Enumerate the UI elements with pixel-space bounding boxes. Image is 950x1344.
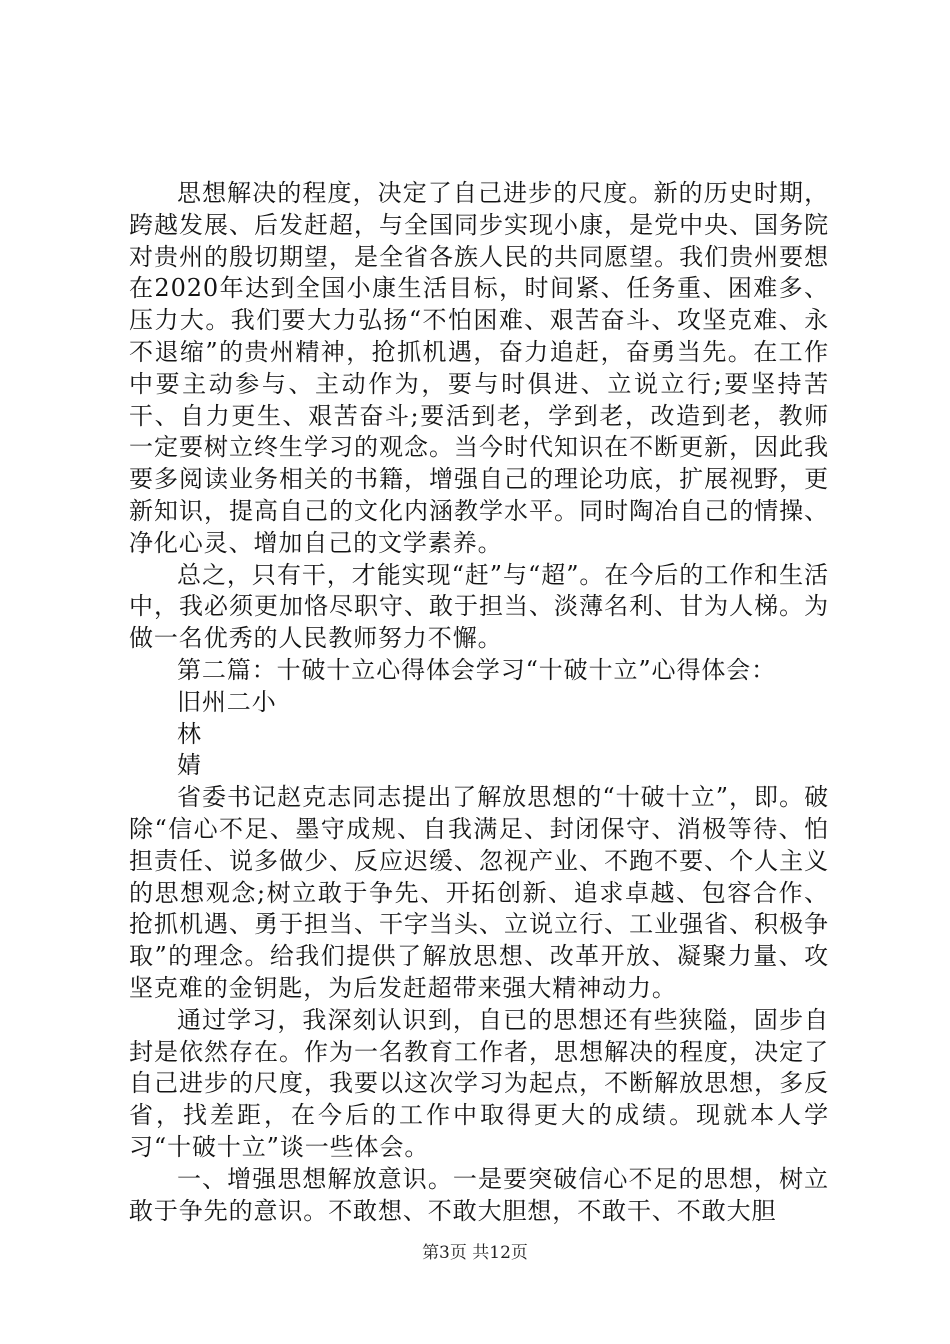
page-footer: 第3页 共12页 xyxy=(422,1243,528,1263)
paragraph-3: 省委书记赵克志同志提出了解放思想的“十破十立”，即。破除“信心不足、墨守成规、自我满足、封闭保守、消极等待、怕担责任、说多做少、反应迟缓、忽视产业、不跑不要、个人主义的思想观念;树立敢于争先、开拓创新、追求卓越、包容合作、抢抓机遇、勇于担当、干字当头、立说立行、工业强省、积极争取”的理念。给我们提供了解放思想、改革开放、凝聚力量、攻坚克难的金钥匙，为后发赶超带来强大精神动力。 xyxy=(129,783,829,1002)
author-given-name: 婧 xyxy=(177,751,202,780)
author-surname: 林 xyxy=(177,719,202,748)
paragraph-5: 一、增强思想解放意识。一是要突破信心不足的思想，树立敢于争先的意识。不敢想、不敢大胆想，不敢干、不敢大胆 xyxy=(129,1164,829,1225)
paragraph-4: 通过学习，我深刻认识到，自已的思想还有些狭隘，固步自封是依然存在。作为一名教育工作者，思想解决的程度，决定了自己进步的尺度，我要以这次学习为起点，不断解放思想，多反省，找差距，在今后的工作中取得更大的成绩。现就本人学习“十破十立”谈一些体会。 xyxy=(129,1005,829,1161)
document-body xyxy=(129,178,829,1227)
author-school: 旧州二小 xyxy=(177,687,277,716)
paragraph-2: 总之，只有干，才能实现“赶”与“超”。在今后的工作和生活中，我必须更加恪尽职守、敢于担当、淡薄名利、甘为人梯。为做一名优秀的人民教师努力不懈。 xyxy=(129,560,829,653)
paragraph-1: 思想解决的程度，决定了自己进步的尺度。新的历史时期，跨越发展、后发赶超，与全国同步实现小康，是党中央、国务院对贵州的殷切期望，是全省各族人民的共同愿望。我们贵州要想在2020年达到全国小康生活目标，时间紧、任务重、困难多、压力大。我们要大力弘扬“不怕困难、艰苦奋斗、攻坚克难、永不退缩”的贵州精神，抢抓机遇，奋力追赶，奋勇当先。在工作中要主动参与、主动作为，要与时俱进、立说立行;要坚持苦干、自力更生、艰苦奋斗;要活到老，学到老，改造到老，教师一定要树立终生学习的观念。当今时代知识在不断更新，因此我要多阅读业务相关的书籍，增强自己的理论功底，扩展视野，更新知识，提高自己的文化内涵教学水平。同时陶冶自己的情操、净化心灵、增加自己的文学素养。 xyxy=(129,179,829,557)
section-heading: 第二篇：十破十立心得体会学习“十破十立”心得体会： xyxy=(177,655,777,684)
